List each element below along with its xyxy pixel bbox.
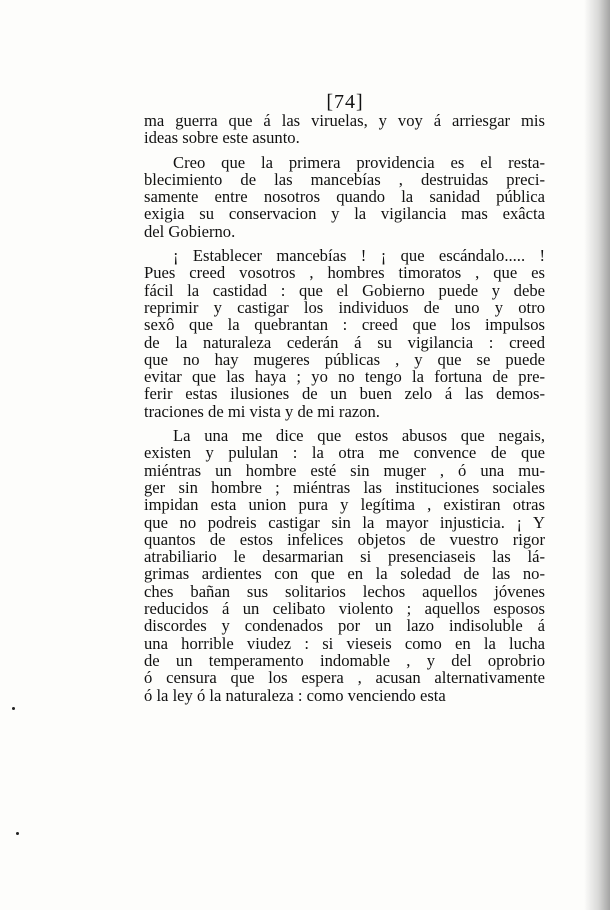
text-line: de la naturaleza cederán á su vigilancia : creed <box>144 332 545 352</box>
text-line: reprimir y castigar los individuos de uno y otro <box>144 297 545 317</box>
text-line: que no podreis castigar sin la mayor injusticia. ¡ Y <box>144 512 545 532</box>
text-line: ¡ Establecer mancebías ! ¡ que escándalo..... ! <box>173 246 545 266</box>
text-line: La una me dice que estos abusos que negais, <box>173 426 545 446</box>
text-line: ó censura que los espera , acusan alternativamente <box>144 668 545 688</box>
text-line: de un temperamento indomable , y del oprobrio <box>144 650 545 670</box>
text-line: reducidos á un celibato violento ; aquellos esposos <box>144 599 545 619</box>
text-line: traciones de mi vista y de mi razon. <box>144 401 380 421</box>
page-number: [74] <box>326 91 364 113</box>
text-line: miéntras un hombre esté sin muger , ó una mu- <box>144 460 545 480</box>
text-line: ferir estas ilusiones de un buen zelo á las demos- <box>144 384 545 404</box>
text-line: exigia su conservacion y la vigilancia mas exâcta <box>144 204 545 224</box>
text-line: existen y pululan : la otra me convence de que <box>144 443 545 463</box>
text-line: atrabiliario le desarmarian si presenciaseis las lá- <box>144 547 545 567</box>
text-line: una horrible viudez : si vieseis como en la lucha <box>144 633 545 653</box>
page-edge-shadow <box>584 0 610 910</box>
text-line: que no hay mugeres públicas , y que se puede <box>144 349 545 369</box>
text-line: grimas ardientes con que en la soledad de las no- <box>144 564 545 584</box>
margin-speck <box>12 707 15 710</box>
text-line: ger sin hombre ; miéntras las instituciones sociales <box>144 477 545 497</box>
text-line: samente entre nosotros quando la sanidad pública <box>144 187 545 207</box>
text-line: ideas sobre este asunto. <box>144 128 300 148</box>
text-line: ó la ley ó la naturaleza : como venciendo esta <box>144 685 446 705</box>
text-line: del Gobierno. <box>144 221 236 241</box>
text-line: ma guerra que á las viruelas, y voy á arriesgar mis <box>144 111 545 130</box>
text-line: sexô que la quebrantan : creed que los impulsos <box>144 315 545 335</box>
text-line: quantos de estos infelices objetos de vuestro rigor <box>144 529 545 549</box>
text-line: evitar que las haya ; yo no tengo la fortuna de pre- <box>144 367 545 387</box>
text-line: fácil la castidad : que el Gobierno puede y debe <box>144 280 545 300</box>
text-line: Creo que la primera providencia es el resta- <box>173 152 545 172</box>
text-line: blecimiento de las mancebías , destruidas preci- <box>144 169 545 189</box>
text-line: Pues creed vosotros , hombres timoratos , que es <box>144 263 545 283</box>
text-line: impidan esta union pura y legítima , existiran otras <box>144 495 545 515</box>
text-line: ches bañan sus solitarios lechos aquellos jóvenes <box>144 581 545 601</box>
margin-speck <box>16 832 19 835</box>
text-line: discordes y condenados por un lazo indisoluble á <box>144 616 545 636</box>
body-text <box>144 112 545 704</box>
